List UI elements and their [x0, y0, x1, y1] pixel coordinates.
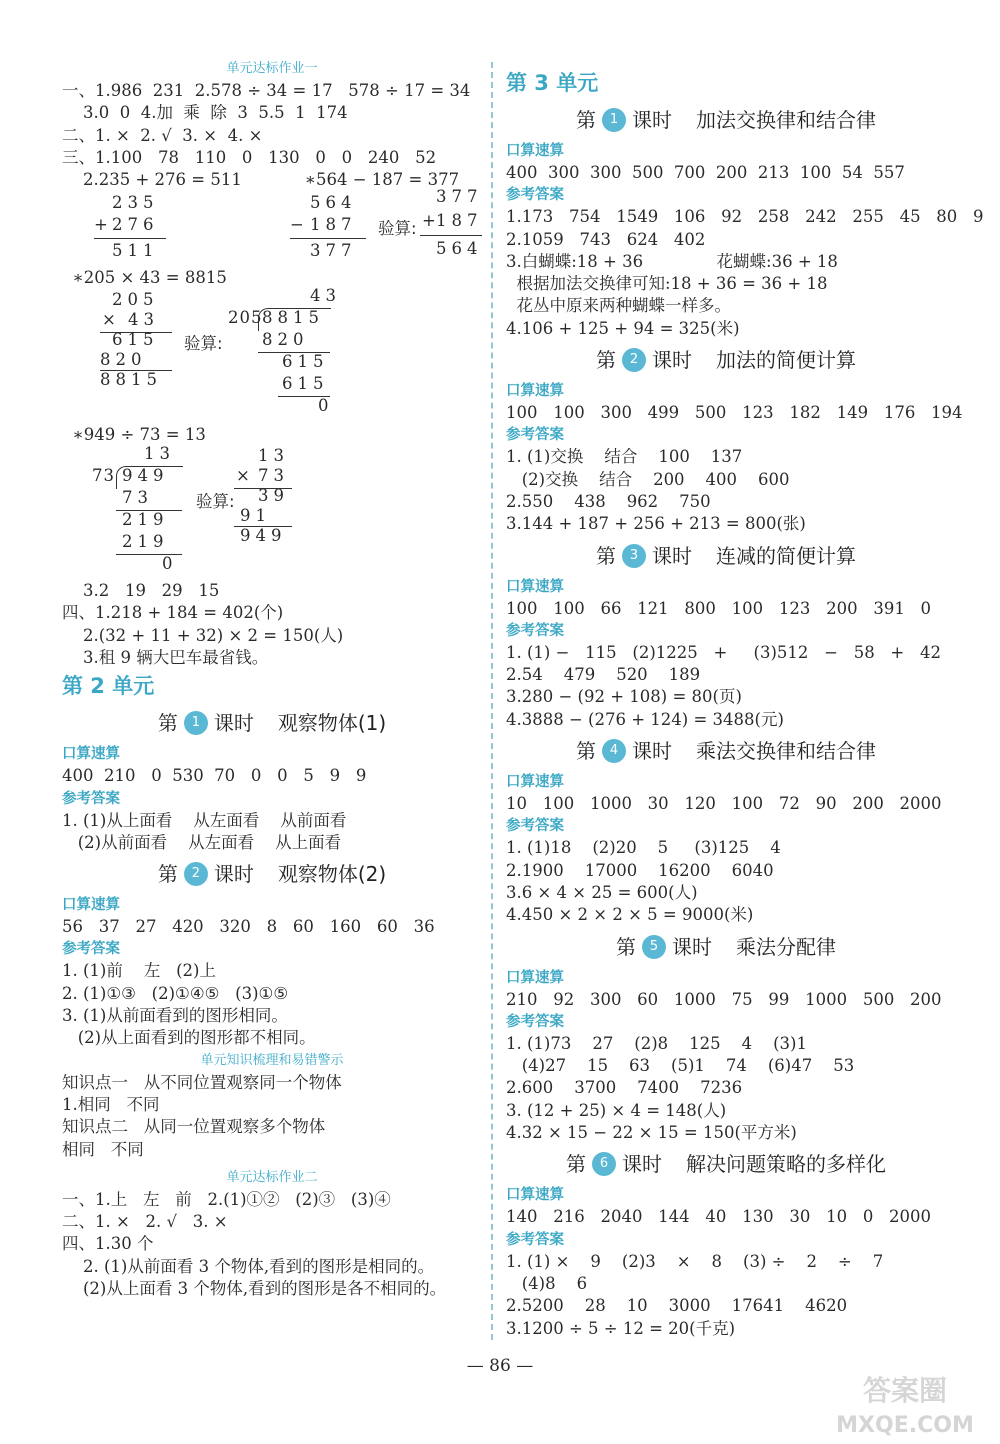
answer-line: 二、1. × 2. √ 3. × [62, 1212, 228, 1232]
answer-line: 根据加法交换律可知:18 + 36 = 36 + 18 [506, 274, 828, 294]
answer-line: 四、1.218 + 184 = 402(个) [62, 603, 284, 623]
reference-answer-tag: 参考答案 [506, 622, 564, 639]
lesson-number-badge: 4 [602, 739, 626, 763]
answer-line: (4)27 15 63 (5)1 74 (6)47 53 [506, 1056, 855, 1076]
calc-operand: 13 [258, 446, 289, 466]
lesson-name: 乘法分配律 [736, 934, 836, 959]
answer-line: 1. (1)从上面看 从左面看 从前面看 [62, 810, 347, 830]
calc-result: 564 [436, 239, 483, 259]
answer-line: 3.280 − (92 + 108) = 80(页) [506, 687, 742, 707]
answer-line: 1.173 754 1549 106 92 258 242 255 45 80 9 [506, 207, 984, 227]
calc-operand: 276 [112, 215, 159, 235]
lesson-suffix: 课时 [652, 348, 692, 373]
calc-step: 820 [262, 329, 309, 349]
oral-calc-tag: 口算速算 [506, 774, 564, 791]
answer-line: 二、1. × 2. √ 3. × 4. × [62, 125, 263, 145]
lesson-number-badge: 1 [602, 108, 626, 132]
lesson-heading [506, 340, 946, 380]
answer-line: 四、1.30 个 [62, 1234, 154, 1254]
calc-operator: − [290, 215, 309, 235]
knowledge-point: 知识点一 从不同位置观察同一个物体 [62, 1072, 342, 1092]
calc-step: 219 [122, 510, 169, 530]
answer-line: 1. (1)18 (2)20 5 (3)125 4 [506, 838, 781, 858]
unit-3-title: 第 3 单元 [506, 71, 599, 95]
oral-calc-tag: 口算速算 [62, 897, 120, 914]
lesson-suffix: 课时 [213, 711, 254, 736]
answer-line: 1. (1)前 左 (2)上 [62, 961, 216, 981]
answer-line: ∗949 ÷ 73 = 13 [62, 424, 206, 444]
answer-line: 3.144 + 187 + 256 + 213 = 800(张) [506, 514, 806, 534]
vertical-calc-mul-div [62, 285, 482, 424]
lesson-suffix: 课时 [622, 1152, 662, 1177]
reference-answer-tag: 参考答案 [506, 427, 564, 444]
calc-operand: 43 [128, 309, 159, 329]
lesson-name: 观察物体(2) [277, 862, 387, 887]
column-divider [491, 62, 493, 1340]
oral-calc-answers: 400 300 300 500 700 200 213 100 54 557 [506, 163, 905, 182]
answer-line: (4)8 6 [506, 1273, 588, 1293]
lesson-prefix: 第 [596, 348, 616, 373]
lesson-prefix: 第 [566, 1152, 586, 1177]
answer-line: 花丛中原来两种蝴蝶一样多。 [506, 296, 731, 316]
lesson-heading [506, 927, 946, 967]
answer-line: (2)从前面看 从左面看 从上面看 [62, 832, 342, 852]
lesson-number-badge: 5 [642, 935, 666, 959]
lesson-heading [62, 854, 482, 894]
calc-step: 73 [122, 488, 153, 508]
lesson-name: 解决问题策略的多样化 [686, 1152, 886, 1177]
calc-operator: + [422, 211, 441, 231]
calc-dividend: 8815 [262, 307, 324, 327]
answer-line: 2. (1)从前面看 3 个物体,看到的图形是相同的。 [62, 1256, 435, 1276]
answer-line: 3.1200 ÷ 5 ÷ 12 = 20(千克) [506, 1318, 736, 1338]
calc-operand: 187 [436, 211, 483, 231]
reference-answer-tag: 参考答案 [62, 790, 120, 807]
lesson-prefix: 第 [596, 543, 616, 568]
lesson-name: 连减的简便计算 [716, 543, 856, 568]
knowledge-summary-title: 单元知识梳理和易错警示 [200, 1052, 344, 1068]
lesson-prefix: 第 [576, 739, 596, 764]
answer-line: 2.1900 17000 16200 6040 [506, 860, 774, 880]
calc-operand: 187 [310, 215, 357, 235]
unit-2-title: 第 2 单元 [62, 674, 155, 699]
answer-line: 3. (1)从前面看到的图形相同。 [62, 1006, 288, 1026]
calc-operand: 235 [112, 193, 159, 213]
reference-answer-tag: 参考答案 [506, 818, 564, 835]
lesson-number-badge: 2 [622, 348, 646, 372]
calc-quotient: 13 [144, 444, 175, 464]
reference-answer-tag: 参考答案 [506, 187, 564, 204]
page-number: — 86 — [466, 1356, 534, 1376]
answer-line: 3.0 0 4.加 乘 除 3 5.5 1 174 [62, 103, 348, 123]
answer-line: 2.550 438 962 750 [506, 491, 711, 511]
calc-divisor: 205 [228, 307, 263, 327]
calc-remainder: 0 [162, 554, 178, 574]
reference-answer-tag: 参考答案 [62, 941, 120, 958]
answer-line: 三、1.100 78 110 0 130 0 0 240 52 [62, 147, 437, 167]
calc-step: 615 [282, 373, 329, 393]
oral-calc-answers: 100 100 66 121 800 100 123 200 391 0 [506, 598, 932, 618]
answer-line: 1. (1) − 115 (2)1225 + (3)512 − 58 + 42 [506, 642, 941, 662]
homework-two-title: 单元达标作业二 [226, 1169, 318, 1185]
calc-operator: × [236, 466, 255, 486]
calc-partial: 615 [112, 329, 159, 349]
answer-line: 1. (1)交换 结合 100 137 [506, 447, 743, 467]
lesson-number-badge: 6 [592, 1152, 616, 1176]
verify-label: 验算: [196, 492, 235, 512]
answer-line: (2)交换 结合 200 400 600 [506, 469, 790, 489]
oral-calc-tag: 口算速算 [506, 383, 564, 400]
answer-line: 4.32 × 15 − 22 × 15 = 150(平方米) [506, 1123, 797, 1143]
lesson-heading [62, 703, 482, 743]
calc-remainder: 0 [318, 395, 334, 415]
oral-calc-tag: 口算速算 [506, 969, 564, 986]
lesson-heading [506, 536, 946, 576]
lesson-suffix: 课时 [213, 862, 254, 887]
knowledge-point: 知识点二 从同一位置观察多个物体 [62, 1117, 326, 1137]
calc-result: 949 [240, 526, 287, 546]
answer-line: 4.3888 − (276 + 124) = 3488(元) [506, 709, 784, 729]
answer-line: 3.租 9 辆大巴车最省钱。 [62, 647, 269, 667]
lesson-number-badge: 3 [622, 544, 646, 568]
answer-line: (2)从上面看 3 个物体,看到的图形是各不相同的。 [62, 1279, 447, 1299]
calc-partial: 820 [100, 349, 147, 369]
calc-divisor: 73 [92, 466, 115, 486]
oral-calc-tag: 口算速算 [506, 143, 564, 159]
calc-operator: × [102, 309, 121, 329]
answer-line: 3.白蝴蝶:18 + 36 花蝴蝶:36 + 18 [506, 251, 838, 271]
calc-operand: 564 [310, 193, 357, 213]
homework-one-title: 单元达标作业一 [226, 61, 318, 76]
answer-line: 3.2 19 29 15 [62, 581, 220, 601]
vertical-calc-div [62, 446, 482, 580]
answer-line: 2.235 + 276 = 511 ∗564 − 187 = 377 [62, 170, 460, 190]
oral-calc-answers: 400 210 0 530 70 0 0 5 9 9 [62, 766, 367, 786]
calc-result: 377 [310, 241, 357, 261]
answer-line: 2. (1)①③ (2)①④⑤ (3)①⑤ [62, 983, 289, 1003]
lesson-heading [506, 100, 946, 140]
answer-line: 1.相同 不同 [62, 1094, 160, 1114]
answer-line: 2.54 479 520 189 [506, 665, 701, 685]
oral-calc-answers: 210 92 300 60 1000 75 99 1000 500 200 [506, 989, 942, 1009]
calc-result: 8815 [100, 369, 162, 389]
calc-line [290, 238, 366, 239]
lesson-name: 乘法交换律和结合律 [696, 739, 876, 764]
vertical-calc-add-sub [62, 187, 483, 267]
answer-line: ∗205 × 43 = 8815 [62, 268, 227, 288]
answer-line: 一、1.986 231 2.578 ÷ 34 = 17 578 ÷ 17 = 34 [62, 81, 471, 100]
calc-operand: 377 [436, 187, 483, 207]
oral-calc-tag: 口算速算 [62, 746, 120, 763]
lesson-prefix: 第 [576, 108, 596, 132]
answer-line: 3.6 × 4 × 25 = 600(人) [506, 882, 698, 902]
oral-calc-answers: 10 100 1000 30 120 100 72 90 200 2000 [506, 794, 942, 814]
calc-partial: 39 [258, 486, 289, 506]
left-column [62, 58, 482, 1300]
answer-line: 1. (1)73 27 (2)8 125 4 (3)1 [506, 1033, 807, 1053]
answer-line: 2.5200 28 10 3000 17641 4620 [506, 1296, 848, 1316]
answer-line: 1. (1) × 9 (2)3 × 8 (3) ÷ 2 ÷ 7 [506, 1251, 884, 1271]
lesson-name: 观察物体(1) [277, 711, 387, 736]
reference-answer-tag: 参考答案 [506, 1231, 564, 1248]
watermark-text: 答案圈 [862, 1374, 948, 1407]
verify-label: 验算: [184, 333, 223, 353]
calc-operand: 205 [112, 289, 159, 309]
calc-dividend: 949 [122, 466, 169, 486]
oral-calc-tag: 口算速算 [506, 1187, 564, 1204]
lesson-suffix: 课时 [632, 739, 672, 764]
answer-line: 2.1059 743 624 402 [506, 229, 706, 249]
reference-answer-tag: 参考答案 [506, 1013, 564, 1030]
answer-line: (2)从上面看到的图形都不相同。 [62, 1028, 316, 1048]
calc-step: 615 [282, 351, 329, 371]
right-column [506, 58, 984, 1340]
answer-line: 一、1.上 左 前 2.(1)①② (2)③ (3)④ [62, 1189, 391, 1209]
lesson-number-badge: 1 [184, 711, 208, 735]
lesson-prefix: 第 [157, 711, 178, 736]
lesson-suffix: 课时 [632, 108, 672, 132]
lesson-suffix: 课时 [672, 934, 712, 959]
lesson-number-badge: 2 [184, 862, 208, 886]
oral-calc-answers: 100 100 300 499 500 123 182 149 176 194 [506, 403, 963, 423]
answer-line: 4.106 + 125 + 94 = 325(米) [506, 318, 740, 338]
lesson-heading [506, 1144, 946, 1184]
watermark-url: MXQE.COM [836, 1413, 974, 1438]
lesson-name: 加法交换律和结合律 [696, 108, 876, 132]
answer-line: 3. (12 + 25) × 4 = 148(人) [506, 1100, 727, 1120]
calc-operator: + [94, 215, 113, 235]
lesson-suffix: 课时 [652, 543, 692, 568]
lesson-prefix: 第 [157, 862, 178, 887]
lesson-heading [506, 731, 946, 771]
answer-line: 2.(32 + 11 + 32) × 2 = 150(人) [62, 625, 344, 645]
answer-line: 2.600 3700 7400 7236 [506, 1078, 743, 1098]
calc-result: 511 [112, 241, 159, 261]
oral-calc-answers: 56 37 27 420 320 8 60 160 60 36 [62, 917, 435, 937]
lesson-prefix: 第 [616, 934, 636, 959]
oral-calc-answers: 140 216 2040 144 40 130 30 10 0 2000 [506, 1207, 932, 1227]
calc-line [94, 238, 166, 239]
answer-line: 相同 不同 [62, 1139, 144, 1159]
calc-quotient: 43 [310, 285, 341, 305]
calc-operand: 73 [258, 466, 289, 486]
answer-line: 4.450 × 2 × 2 × 5 = 9000(米) [506, 905, 754, 925]
verify-label: 验算: [378, 219, 417, 239]
oral-calc-tag: 口算速算 [506, 578, 564, 595]
calc-partial: 91 [240, 506, 271, 526]
watermark-logo [820, 1360, 990, 1440]
calc-line [420, 235, 482, 236]
calc-step: 219 [122, 532, 169, 552]
lesson-name: 加法的简便计算 [716, 348, 856, 373]
